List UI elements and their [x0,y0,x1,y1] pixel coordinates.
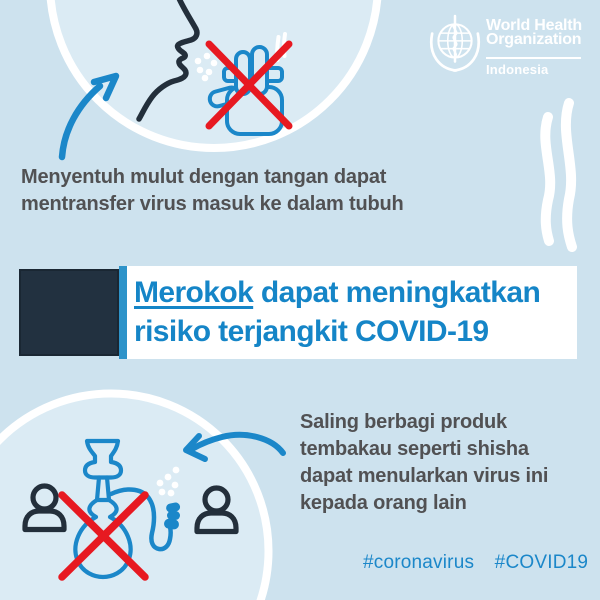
hashtag-covid19: #COVID19 [494,552,589,573]
who-name-line2: Organization [486,30,582,48]
bottom-caption-line3: dapat menularkan virus ini [300,465,549,487]
banner-accent-strip [119,266,127,359]
banner-underlined-word: Merokok [134,276,254,309]
bottom-caption-line2: tembakau seperti shisha [300,438,529,460]
who-logo-text [486,14,582,77]
top-caption-line2: mentransfer virus masuk ke dalam tubuh [21,192,404,215]
banner-dark-box [19,269,119,356]
banner-line1-rest: dapat meningkatkan [253,276,541,309]
banner-text-panel [127,266,577,359]
bottom-caption-line4: kepada orang lain [300,492,467,514]
who-country-label: Indonesia [486,62,549,77]
who-logo [428,14,582,77]
who-logo-divider [486,57,581,59]
top-caption [21,164,404,217]
who-name-line1: World Health [486,17,582,34]
smoke-swirl-icon [545,103,572,247]
banner-line1 [134,273,577,312]
hashtag-footer [363,552,588,574]
hashtag-coronavirus: #coronavirus [363,552,475,573]
bottom-caption [300,409,548,517]
top-caption-line1: Menyentuh mulut dengan tangan dapat [21,166,387,188]
banner-line2: risiko terjangkit COVID-19 [134,315,489,348]
who-emblem-icon [428,14,482,74]
bottom-caption-line1: Saling berbagi produk [300,411,507,433]
headline-banner [19,266,577,359]
